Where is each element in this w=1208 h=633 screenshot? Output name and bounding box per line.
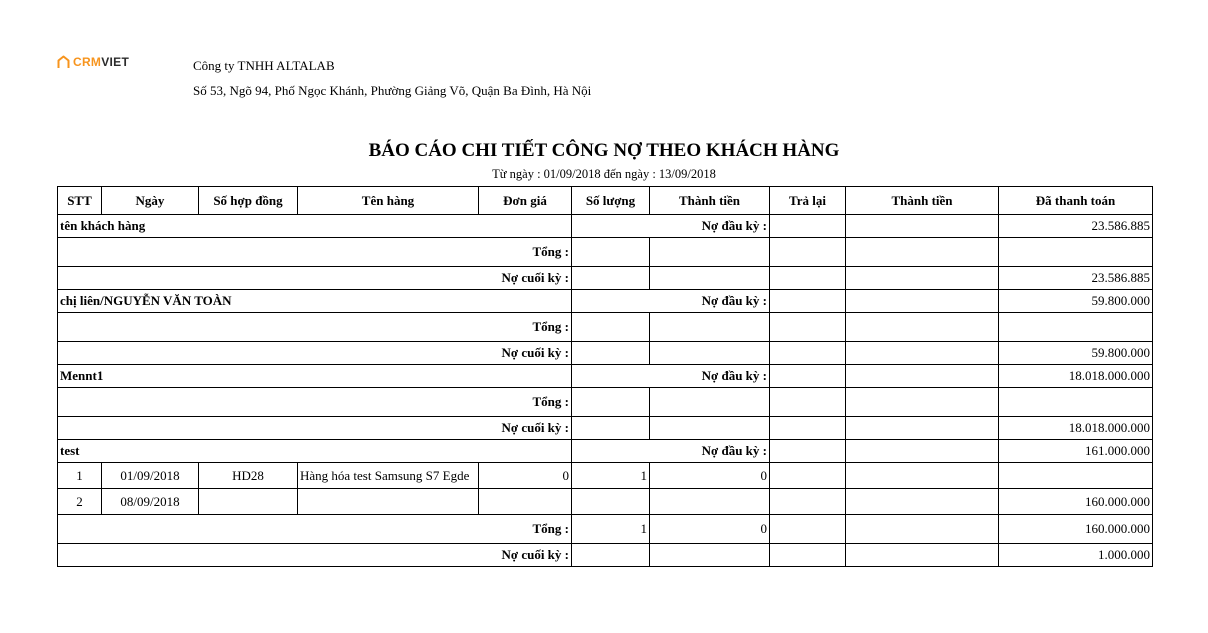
col-header-date: Ngày — [102, 187, 199, 215]
item-date: 08/09/2018 — [102, 489, 199, 515]
item-product — [298, 489, 479, 515]
report-date-range: Từ ngày : 01/09/2018 đến ngày : 13/09/2018 — [492, 167, 716, 181]
opening-debt-label: Nợ đầu kỳ : — [572, 215, 770, 238]
item-stt: 2 — [58, 489, 102, 515]
customer-name: Mennt1 — [58, 365, 572, 388]
item-price: 0 — [479, 463, 572, 489]
closing-debt-label: Nợ cuối kỳ : — [58, 417, 572, 440]
item-contract: HD28 — [199, 463, 298, 489]
col-header-amount: Thành tiền — [650, 187, 770, 215]
item-paid: 160.000.000 — [999, 489, 1153, 515]
customer-name: chị liên/NGUYỄN VĂN TOÀN — [58, 290, 572, 313]
total-label: Tổng : — [58, 238, 572, 267]
opening-debt-value: 59.800.000 — [999, 290, 1153, 313]
item-amount: 0 — [650, 463, 770, 489]
opening-debt-label: Nợ đầu kỳ : — [572, 365, 770, 388]
opening-debt-label: Nợ đầu kỳ : — [572, 290, 770, 313]
closing-debt-row — [58, 342, 1153, 365]
opening-debt-label: Nợ đầu kỳ : — [572, 440, 770, 463]
col-header-returned: Trả lại — [770, 187, 846, 215]
total-row — [58, 388, 1153, 417]
table-header-row — [58, 187, 1153, 215]
closing-debt-label: Nợ cuối kỳ : — [58, 342, 572, 365]
total-quantity: 1 — [572, 515, 650, 544]
closing-debt-value: 18.018.000.000 — [999, 417, 1153, 440]
total-row — [58, 515, 1153, 544]
crmviet-logo — [57, 55, 129, 69]
opening-debt-value: 161.000.000 — [999, 440, 1153, 463]
total-label: Tổng : — [58, 313, 572, 342]
item-product: Hàng hóa test Samsung S7 Egde — [298, 463, 479, 489]
total-label: Tổng : — [58, 515, 572, 544]
report-title: BÁO CÁO CHI TIẾT CÔNG NỢ THEO KHÁCH HÀNG — [368, 140, 840, 161]
item-quantity — [572, 489, 650, 515]
customer-group-row — [58, 215, 1153, 238]
total-label: Tổng : — [58, 388, 572, 417]
company-name: Công ty TNHH ALTALAB — [193, 58, 335, 73]
company-address: Số 53, Ngõ 94, Phố Ngọc Khánh, Phường Giảng Võ, Quận Ba Đình, Hà Nội — [193, 83, 592, 98]
customer-name: tên khách hàng — [58, 215, 572, 238]
item-date: 01/09/2018 — [102, 463, 199, 489]
closing-debt-value: 1.000.000 — [999, 544, 1153, 567]
item-amount — [650, 489, 770, 515]
col-header-contract: Số hợp đồng — [199, 187, 298, 215]
closing-debt-value: 59.800.000 — [999, 342, 1153, 365]
item-row — [58, 463, 1153, 489]
logo-text-crm: CRM — [73, 55, 102, 69]
debt-report-table — [57, 186, 1153, 567]
closing-debt-value: 23.586.885 — [999, 267, 1153, 290]
col-header-stt: STT — [58, 187, 102, 215]
col-header-price: Đơn giá — [479, 187, 572, 215]
closing-debt-label: Nợ cuối kỳ : — [58, 544, 572, 567]
total-row — [58, 313, 1153, 342]
customer-group-row — [58, 440, 1153, 463]
total-amount: 0 — [650, 515, 770, 544]
opening-debt-value: 23.586.885 — [999, 215, 1153, 238]
opening-debt-value: 18.018.000.000 — [999, 365, 1153, 388]
col-header-paid: Đã thanh toán — [999, 187, 1153, 215]
item-price — [479, 489, 572, 515]
logo-text-viet: VIET — [101, 55, 130, 69]
closing-debt-row — [58, 544, 1153, 567]
item-paid — [999, 463, 1153, 489]
house-icon — [57, 55, 70, 69]
col-header-product: Tên hàng — [298, 187, 479, 215]
customer-group-row — [58, 290, 1153, 313]
item-stt: 1 — [58, 463, 102, 489]
item-row — [58, 489, 1153, 515]
item-contract — [199, 489, 298, 515]
closing-debt-label: Nợ cuối kỳ : — [58, 267, 572, 290]
closing-debt-row — [58, 267, 1153, 290]
col-header-return-amount: Thành tiền — [846, 187, 999, 215]
col-header-quantity: Số lượng — [572, 187, 650, 215]
customer-group-row — [58, 365, 1153, 388]
total-paid: 160.000.000 — [999, 515, 1153, 544]
customer-name: test — [58, 440, 572, 463]
item-quantity: 1 — [572, 463, 650, 489]
closing-debt-row — [58, 417, 1153, 440]
total-row — [58, 238, 1153, 267]
